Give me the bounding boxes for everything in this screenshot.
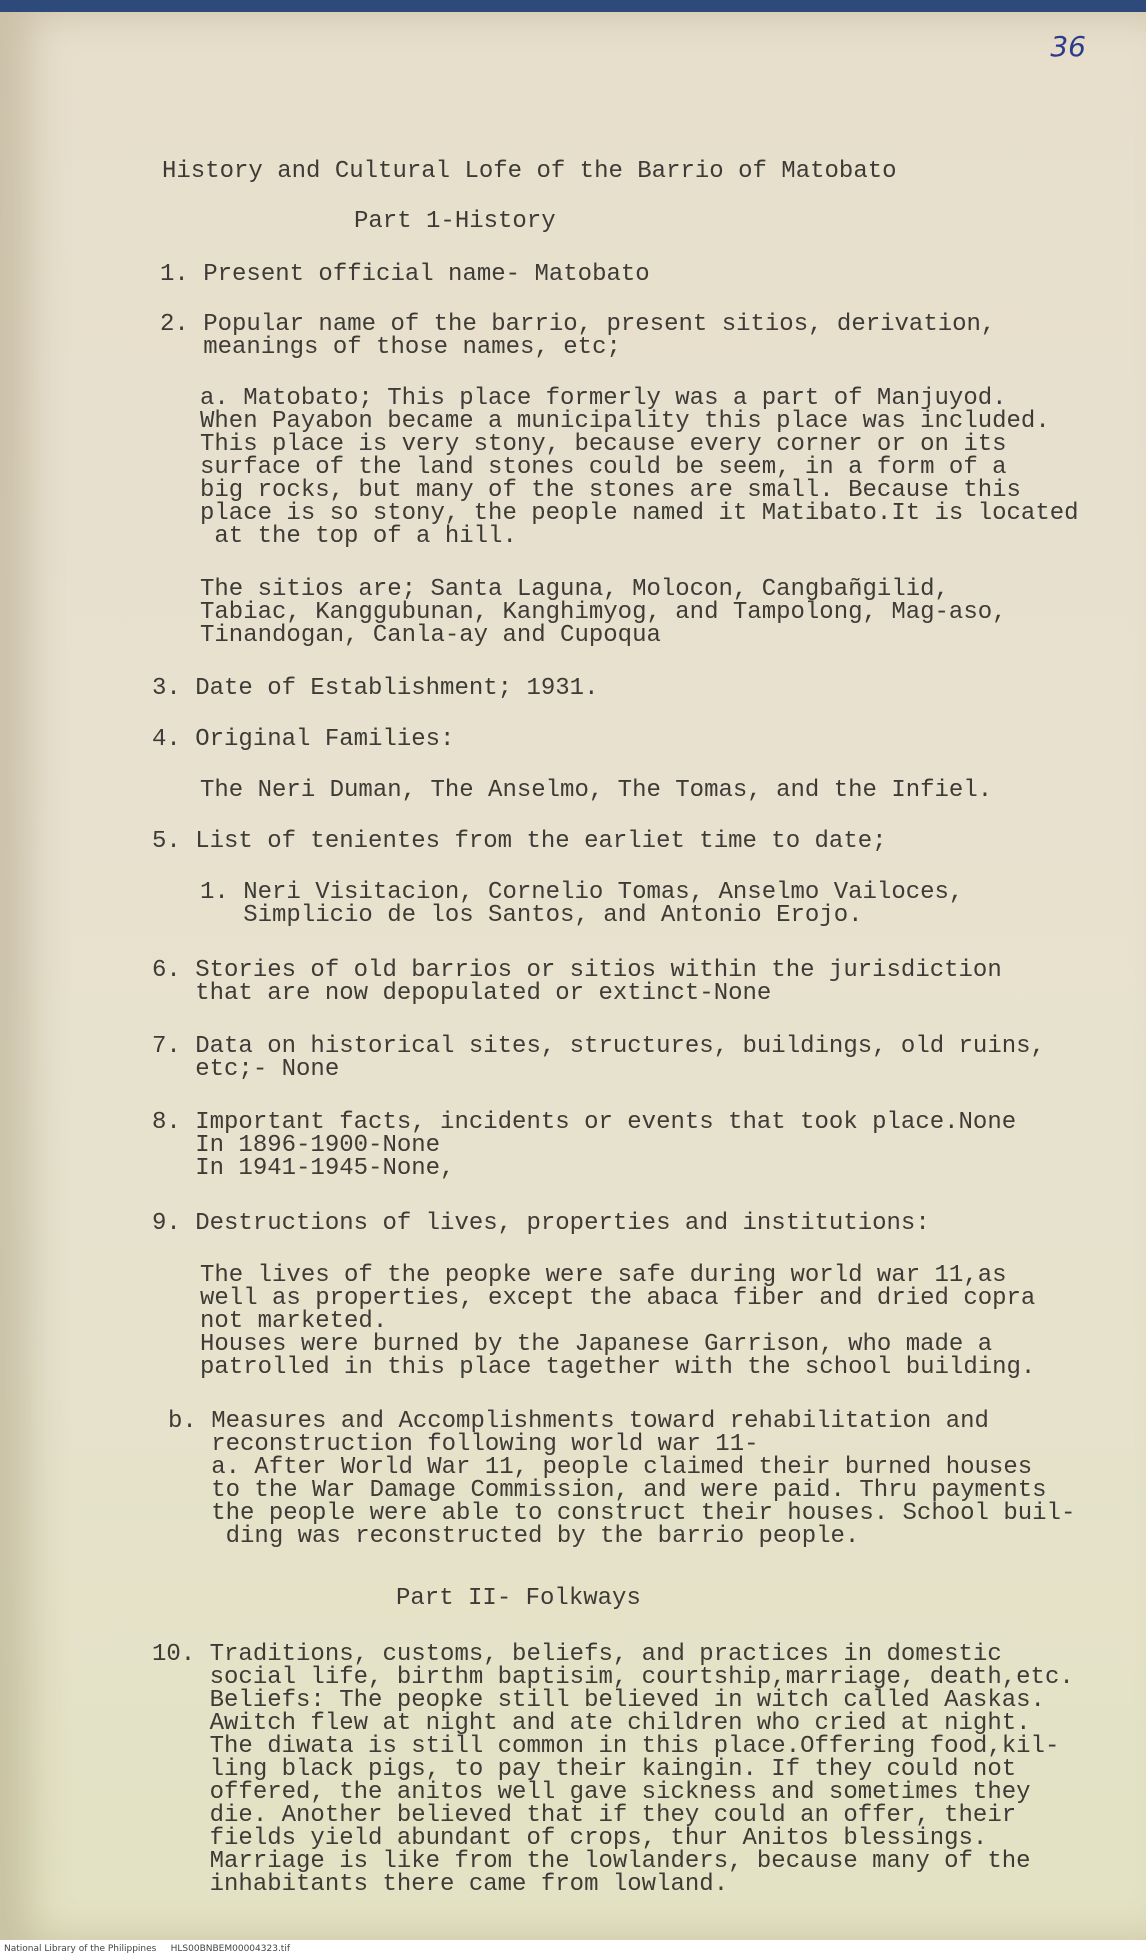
item-8-line: In 1896-1900-None: [152, 1132, 441, 1159]
item-2a-line: at the top of a hill.: [200, 523, 517, 550]
part2-heading: Part II- Folkways: [396, 1585, 641, 1612]
item-9-text-line: patrolled in this place tagether with the school building.: [200, 1354, 1036, 1381]
part1-heading: Part 1-History: [354, 208, 556, 235]
item-9-text-line: The lives of the peopke were safe during world war 11,as: [200, 1262, 1007, 1289]
item-2a-line: place is so stony, the people named it Matibato.It is located: [200, 500, 1079, 527]
sitios-line: Tinandogan, Canla-ay and Cupoqua: [200, 622, 661, 649]
item-10-line: offered, the anitos well gave sickness and sometimes they: [152, 1779, 1031, 1806]
item-9-text-line: not marketed.: [200, 1308, 388, 1335]
item-10-line: social life, birthm baptisim, courtship,marriage, death,etc.: [152, 1664, 1074, 1691]
item-5-list-line: 1. Neri Visitacion, Cornelio Tomas, Anselmo Vailoces,: [200, 879, 964, 906]
sitios-line: Tabiac, Kanggubunan, Kanghimyog, and Tampolong, Mag-aso,: [200, 599, 1007, 626]
item-2-line: meanings of those names, etc;: [160, 334, 621, 361]
item-6-line: 6. Stories of old barrios or sitios within the jurisdiction: [152, 957, 1002, 984]
item-4: 4. Original Families:: [152, 726, 455, 753]
item-10-line: fields yield abundant of crops, thur Anitos blessings.: [152, 1825, 988, 1852]
item-8-line: 8. Important facts, incidents or events that took place.None: [152, 1109, 1017, 1136]
item-5: 5. List of tenientes from the earliet time to date;: [152, 828, 887, 855]
item-7-line: etc;- None: [152, 1056, 340, 1083]
item-b-line: to the War Damage Commission, and were paid. Thru payments: [168, 1477, 1047, 1504]
item-4-text: The Neri Duman, The Anselmo, The Tomas, and the Infiel.: [200, 777, 993, 804]
item-10-line: The diwata is still common in this place.Offering food,kil-: [152, 1733, 1060, 1760]
item-b-line: b. Measures and Accomplishments toward rehabilitation and: [168, 1408, 989, 1435]
document-page: [0, 12, 1146, 1940]
item-10-line: Beliefs: The peopke still believed in witch called Aaskas.: [152, 1687, 1045, 1714]
item-b-line: the people were able to construct their houses. School buil-: [168, 1500, 1076, 1527]
item-2a-line: surface of the land stones could be seem, in a form of a: [200, 454, 1007, 481]
item-10-line: Marriage is like from the lowlanders, because many of the: [152, 1848, 1031, 1875]
item-10-line: inhabitants there came from lowland.: [152, 1871, 729, 1898]
item-8-line: In 1941-1945-None,: [152, 1155, 455, 1182]
item-7-line: 7. Data on historical sites, structures, buildings, old ruins,: [152, 1033, 1045, 1060]
page-number: 36: [1050, 30, 1086, 63]
item-b-line: a. After World War 11, people claimed their burned houses: [168, 1454, 1033, 1481]
item-2a-line: big rocks, but many of the stones are small. Because this: [200, 477, 1021, 504]
item-b-line: ding was reconstructed by the barrio people.: [168, 1523, 860, 1550]
item-9: 9. Destructions of lives, properties and institutions:: [152, 1210, 930, 1237]
item-b-line: reconstruction following world war 11-: [168, 1431, 759, 1458]
item-10-line: die. Another believed that if they could an offer, their: [152, 1802, 1017, 1829]
item-10-line: 10. Traditions, customs, beliefs, and practices in domestic: [152, 1641, 1002, 1668]
item-2a-line: a. Matobato; This place formerly was a part of Manjuyod.: [200, 385, 1007, 412]
item-3: 3. Date of Establishment; 1931.: [152, 675, 599, 702]
item-10-line: ling black pigs, to pay their kaingin. If they could not: [152, 1756, 1017, 1783]
item-6-line: that are now depopulated or extinct-None: [152, 980, 772, 1007]
document-title: History and Cultural Lofe of the Barrio of Matobato: [162, 158, 897, 185]
item-10-line: Awitch flew at night and ate children who cried at night.: [152, 1710, 1031, 1737]
item-9-text-line: well as properties, except the abaca fiber and dried copra: [200, 1285, 1036, 1312]
archive-footer: National Library of the Philippines HLS00BNBEM00004323.tif: [0, 1940, 1146, 1958]
item-2a-line: When Payabon became a municipality this place was included.: [200, 408, 1050, 435]
item-5-list-line: Simplicio de los Santos, and Antonio Erojo.: [200, 902, 863, 929]
item-9-text-line: Houses were burned by the Japanese Garrison, who made a: [200, 1331, 993, 1358]
item-2a-line: This place is very stony, because every corner or on its: [200, 431, 1007, 458]
sitios-line: The sitios are; Santa Laguna, Molocon, Cangbañgilid,: [200, 576, 949, 603]
item-2-line: 2. Popular name of the barrio, present sitios, derivation,: [160, 311, 996, 338]
item-1: 1. Present official name- Matobato: [160, 261, 650, 288]
